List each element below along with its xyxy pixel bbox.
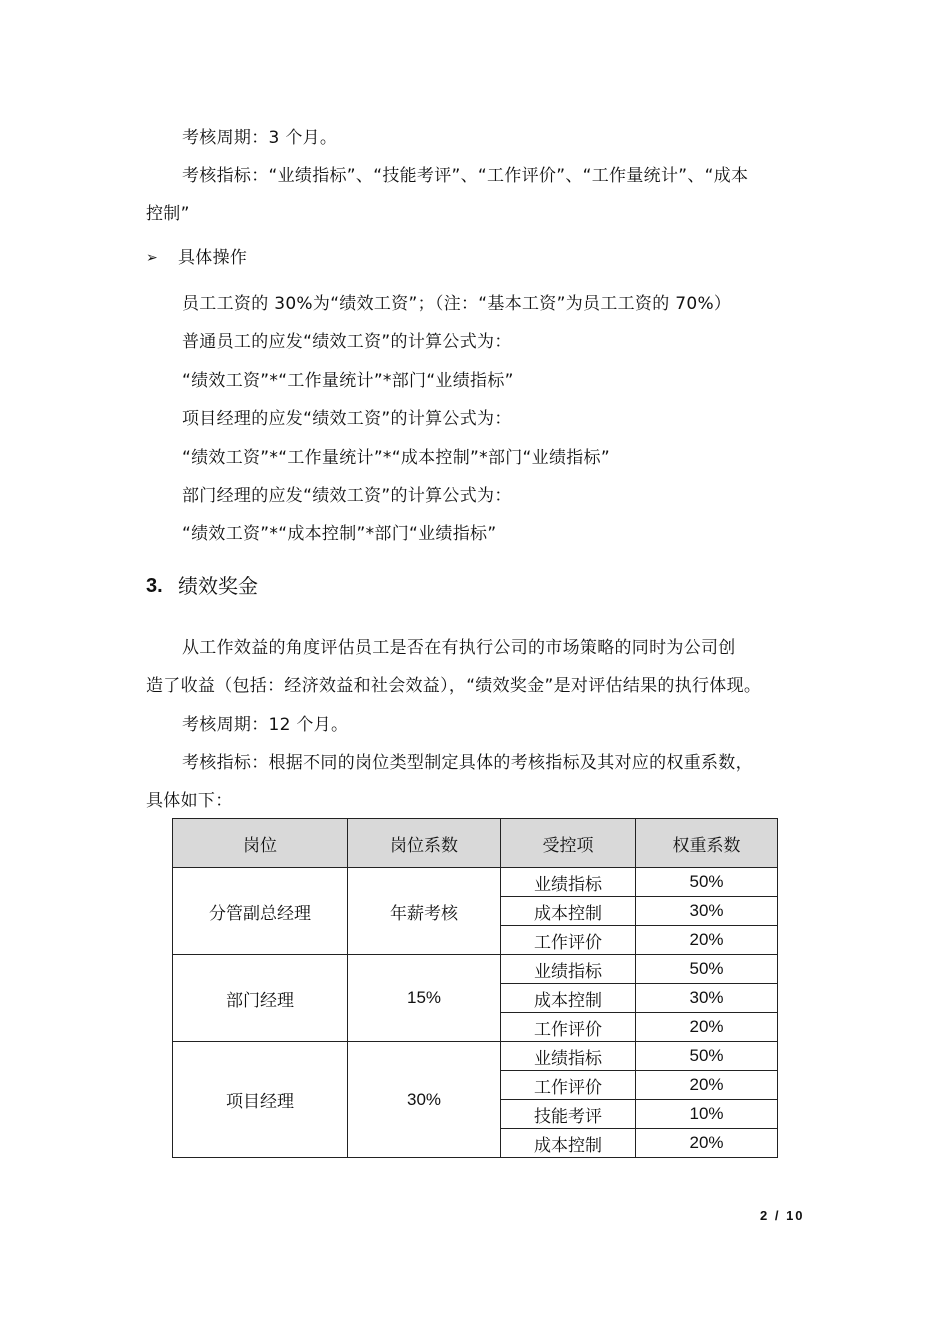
weight-cell: 50%	[636, 868, 778, 897]
weight-cell: 30%	[636, 897, 778, 926]
weight-cell: 30%	[636, 984, 778, 1013]
item-cell: 工作评价	[501, 1071, 636, 1100]
item-cell: 工作评价	[501, 1013, 636, 1042]
item-cell: 业绩指标	[501, 955, 636, 984]
table-row	[173, 1042, 778, 1071]
assessment-period-paragraph: 考核周期：3 个月。	[182, 128, 338, 148]
header-weight: 权重系数	[636, 819, 778, 868]
item-cell: 技能考评	[501, 1100, 636, 1129]
page-number: 2 / 10	[760, 1208, 805, 1223]
coefficient-cell: 年薪考核	[348, 868, 501, 955]
item-cell: 成本控制	[501, 897, 636, 926]
header-position-coefficient: 岗位系数	[348, 819, 501, 868]
item-cell: 业绩指标	[501, 1042, 636, 1071]
position-cell: 项目经理	[173, 1042, 348, 1158]
salary-ratio-paragraph: 员工工资的 30%为“绩效工资”；（注：“基本工资”为员工工资的 70%）	[182, 294, 732, 314]
section-title: 绩效奖金	[178, 574, 258, 598]
weight-cell: 10%	[636, 1100, 778, 1129]
bullet-heading: 具体操作	[178, 248, 248, 268]
assessment-indicators-paragraph: 考核指标：“业绩指标”、“技能考评”、“工作评价”、“工作量统计”、“成本	[182, 166, 749, 186]
formula-project-manager: “绩效工资”*“工作量统计”*“成本控制”*部门“业绩指标”	[182, 448, 610, 468]
formula-intro-regular: 普通员工的应发“绩效工资”的计算公式为：	[182, 332, 512, 352]
item-cell: 成本控制	[501, 1129, 636, 1158]
formula-department-manager: “绩效工资”*“成本控制”*部门“业绩指标”	[182, 524, 497, 544]
weight-cell: 20%	[636, 926, 778, 955]
section-number: 3.	[146, 575, 163, 597]
bonus-period-paragraph: 考核周期：12 个月。	[182, 715, 349, 735]
bonus-indicators-paragraph: 考核指标：根据不同的岗位类型制定具体的考核指标及其对应的权重系数，	[182, 753, 753, 773]
weight-cell: 20%	[636, 1013, 778, 1042]
weight-cell: 20%	[636, 1071, 778, 1100]
table-header-row	[173, 819, 778, 868]
weight-cell: 50%	[636, 1042, 778, 1071]
assessment-indicators-paragraph-cont: 控制”	[146, 204, 190, 224]
table-row	[173, 955, 778, 984]
item-cell: 业绩指标	[501, 868, 636, 897]
bonus-description-paragraph-cont: 造了收益（包括：经济效益和社会效益），“绩效奖金”是对评估结果的执行体现。	[146, 676, 762, 696]
weight-cell: 50%	[636, 955, 778, 984]
arrow-bullet-icon: ➢	[146, 250, 158, 266]
weight-cell: 20%	[636, 1129, 778, 1158]
weight-table	[172, 818, 778, 1158]
bonus-description-paragraph: 从工作效益的角度评估员工是否在有执行公司的市场策略的同时为公司创	[182, 638, 736, 658]
header-controlled-item: 受控项	[501, 819, 636, 868]
formula-intro-department-manager: 部门经理的应发“绩效工资”的计算公式为：	[182, 486, 512, 506]
item-cell: 工作评价	[501, 926, 636, 955]
header-position: 岗位	[173, 819, 348, 868]
formula-regular: “绩效工资”*“工作量统计”*部门“业绩指标”	[182, 371, 514, 391]
position-cell: 分管副总经理	[173, 868, 348, 955]
coefficient-cell: 15%	[348, 955, 501, 1042]
item-cell: 成本控制	[501, 984, 636, 1013]
table-row	[173, 868, 778, 897]
position-cell: 部门经理	[173, 955, 348, 1042]
coefficient-cell: 30%	[348, 1042, 501, 1158]
formula-intro-project-manager: 项目经理的应发“绩效工资”的计算公式为：	[182, 409, 512, 429]
bonus-indicators-paragraph-cont: 具体如下：	[146, 791, 233, 811]
